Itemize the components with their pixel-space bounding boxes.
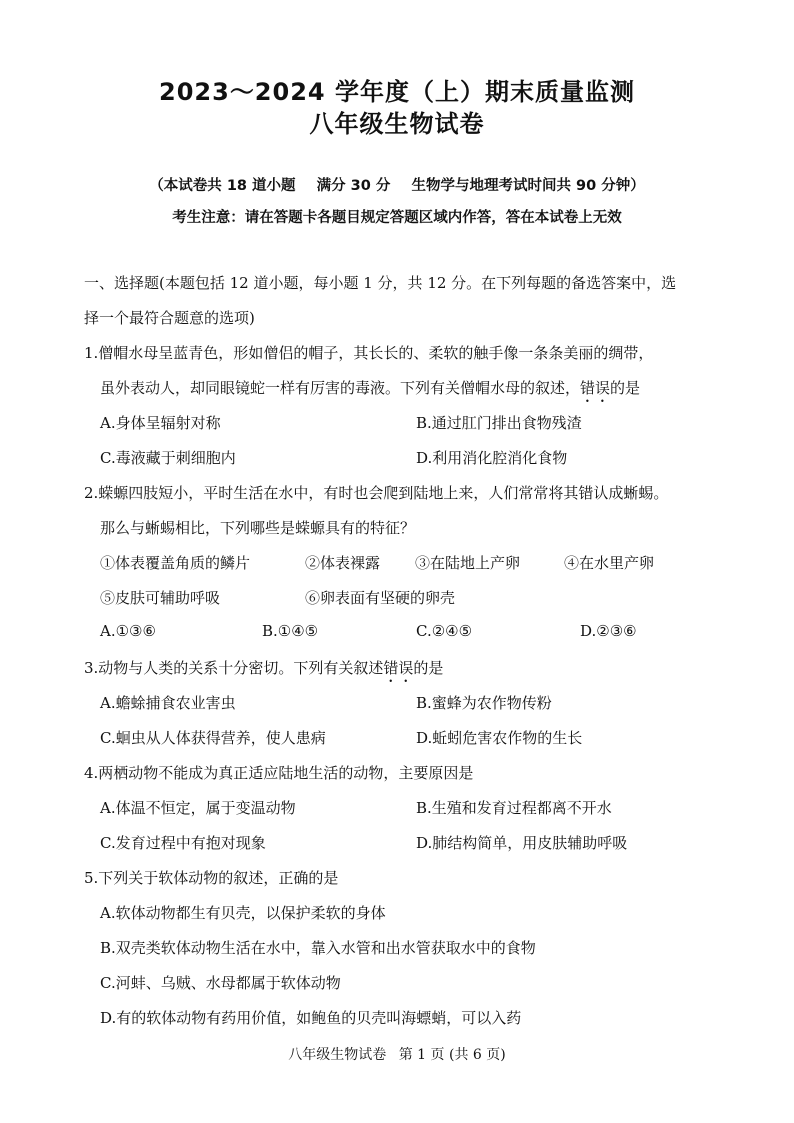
q3-option-a: A.蟾蜍捕食农业害虫 <box>100 694 236 712</box>
q2-feature-1: ①体表覆盖角质的鳞片 <box>100 554 251 572</box>
q2-feature-3: ③在陆地上产卵 <box>415 554 521 572</box>
exam-notice: 考生注意：请在答题卡各题目规定答题区域内作答，答在本试卷上无效 <box>172 210 622 226</box>
q2-option-b: B.①④⑤ <box>262 622 319 640</box>
q2-option-d: D.②③⑥ <box>580 622 637 640</box>
q5-option-a: A.软体动物都生有贝壳，以保护柔软的身体 <box>100 904 386 922</box>
q1-stem-line1: 1.僧帽水母呈蓝青色，形如僧侣的帽子，其长长的、柔软的触手像一条条美丽的绸带， <box>84 344 654 362</box>
q4-option-c: C.发育过程中有抱对现象 <box>100 834 266 852</box>
q3-stem <box>84 657 443 686</box>
q3-stem-text: 3.动物与人类的关系十分密切。下列有关叙述 <box>84 659 384 677</box>
q4-option-a: A.体温不恒定，属于变温动物 <box>100 799 296 817</box>
q5-option-b: B.双壳类软体动物生活在水中，靠入水管和出水管获取水中的食物 <box>100 939 536 957</box>
q2-feature-5: ⑤皮肤可辅助呼吸 <box>100 589 221 607</box>
q3-option-b: B.蜜蜂为农作物传粉 <box>416 694 552 712</box>
q3-stem-end: 的是 <box>413 659 444 677</box>
q3-option-c: C.蛔虫从人体获得营养，使人患病 <box>100 729 326 747</box>
q1-option-c: C.毒液藏于刺细胞内 <box>100 449 236 467</box>
q1-stem-end: 的是 <box>610 379 641 397</box>
q5-stem: 5.下列关于软体动物的叙述，正确的是 <box>84 869 339 887</box>
info-full-score: 满分 30 分 <box>316 178 391 194</box>
info-exam-time: 生物学与地理考试时间共 90 分钟） <box>411 178 645 194</box>
q4-option-d: D.肺结构简单，用皮肤辅助呼吸 <box>416 834 628 852</box>
q2-feature-4: ④在水里产卵 <box>564 554 655 572</box>
info-question-count: （本试卷共 18 道小题 <box>149 178 296 194</box>
page-footer <box>0 1044 794 1064</box>
q2-option-c: C.②④⑤ <box>416 622 473 640</box>
q5-option-c: C.河蚌、乌贼、水母都属于软体动物 <box>100 974 341 992</box>
q1-option-a: A.身体呈辐射对称 <box>100 414 221 432</box>
exam-title-line2: 八年级生物试卷 <box>309 110 485 138</box>
q1-stem-line2 <box>100 377 640 406</box>
q1-stem-emphasis: 错误 <box>580 379 611 397</box>
q1-option-b: B.通过肛门排出食物残渣 <box>416 414 582 432</box>
section-heading-line1: 一、选择题(本题包括 12 道小题，每小题 1 分，共 12 分。在下列每题的备选答案中，选 <box>84 274 677 292</box>
footer-page-number: 第 1 页 (共 6 页) <box>398 1047 506 1063</box>
q1-option-d: D.利用消化腔消化食物 <box>416 449 568 467</box>
q1-stem-text: 虽外表动人，却同眼镜蛇一样有厉害的毒液。下列有关僧帽水母的叙述， <box>100 379 581 397</box>
q2-stem-line2: 那么与蜥蜴相比，下列哪些是蝾螈具有的特征？ <box>100 519 416 537</box>
q3-stem-emphasis: 错误 <box>383 659 414 677</box>
section-heading-line2: 择一个最符合题意的选项) <box>84 309 255 327</box>
q4-stem: 4.两栖动物不能成为真正适应陆地生活的动物，主要原因是 <box>84 764 474 782</box>
q5-option-d: D.有的软体动物有药用价值，如鲍鱼的贝壳叫海螵蛸，可以入药 <box>100 1009 522 1027</box>
exam-title-line1: 2023～2024 学年度（上）期末质量监测 <box>159 78 635 106</box>
q2-feature-6: ⑥卵表面有坚硬的卵壳 <box>305 589 456 607</box>
exam-info <box>0 174 794 195</box>
q2-stem-line1: 2.蝾螈四肢短小，平时生活在水中，有时也会爬到陆地上来，人们常常将其错认成蜥蜴。 <box>84 484 669 502</box>
q3-option-d: D.蚯蚓危害农作物的生长 <box>416 729 583 747</box>
q2-option-a: A.①③⑥ <box>100 622 156 640</box>
q4-option-b: B.生殖和发育过程都离不开水 <box>416 799 612 817</box>
footer-subject: 八年级生物试卷 <box>288 1047 387 1063</box>
q2-feature-2: ②体表裸露 <box>305 554 381 572</box>
